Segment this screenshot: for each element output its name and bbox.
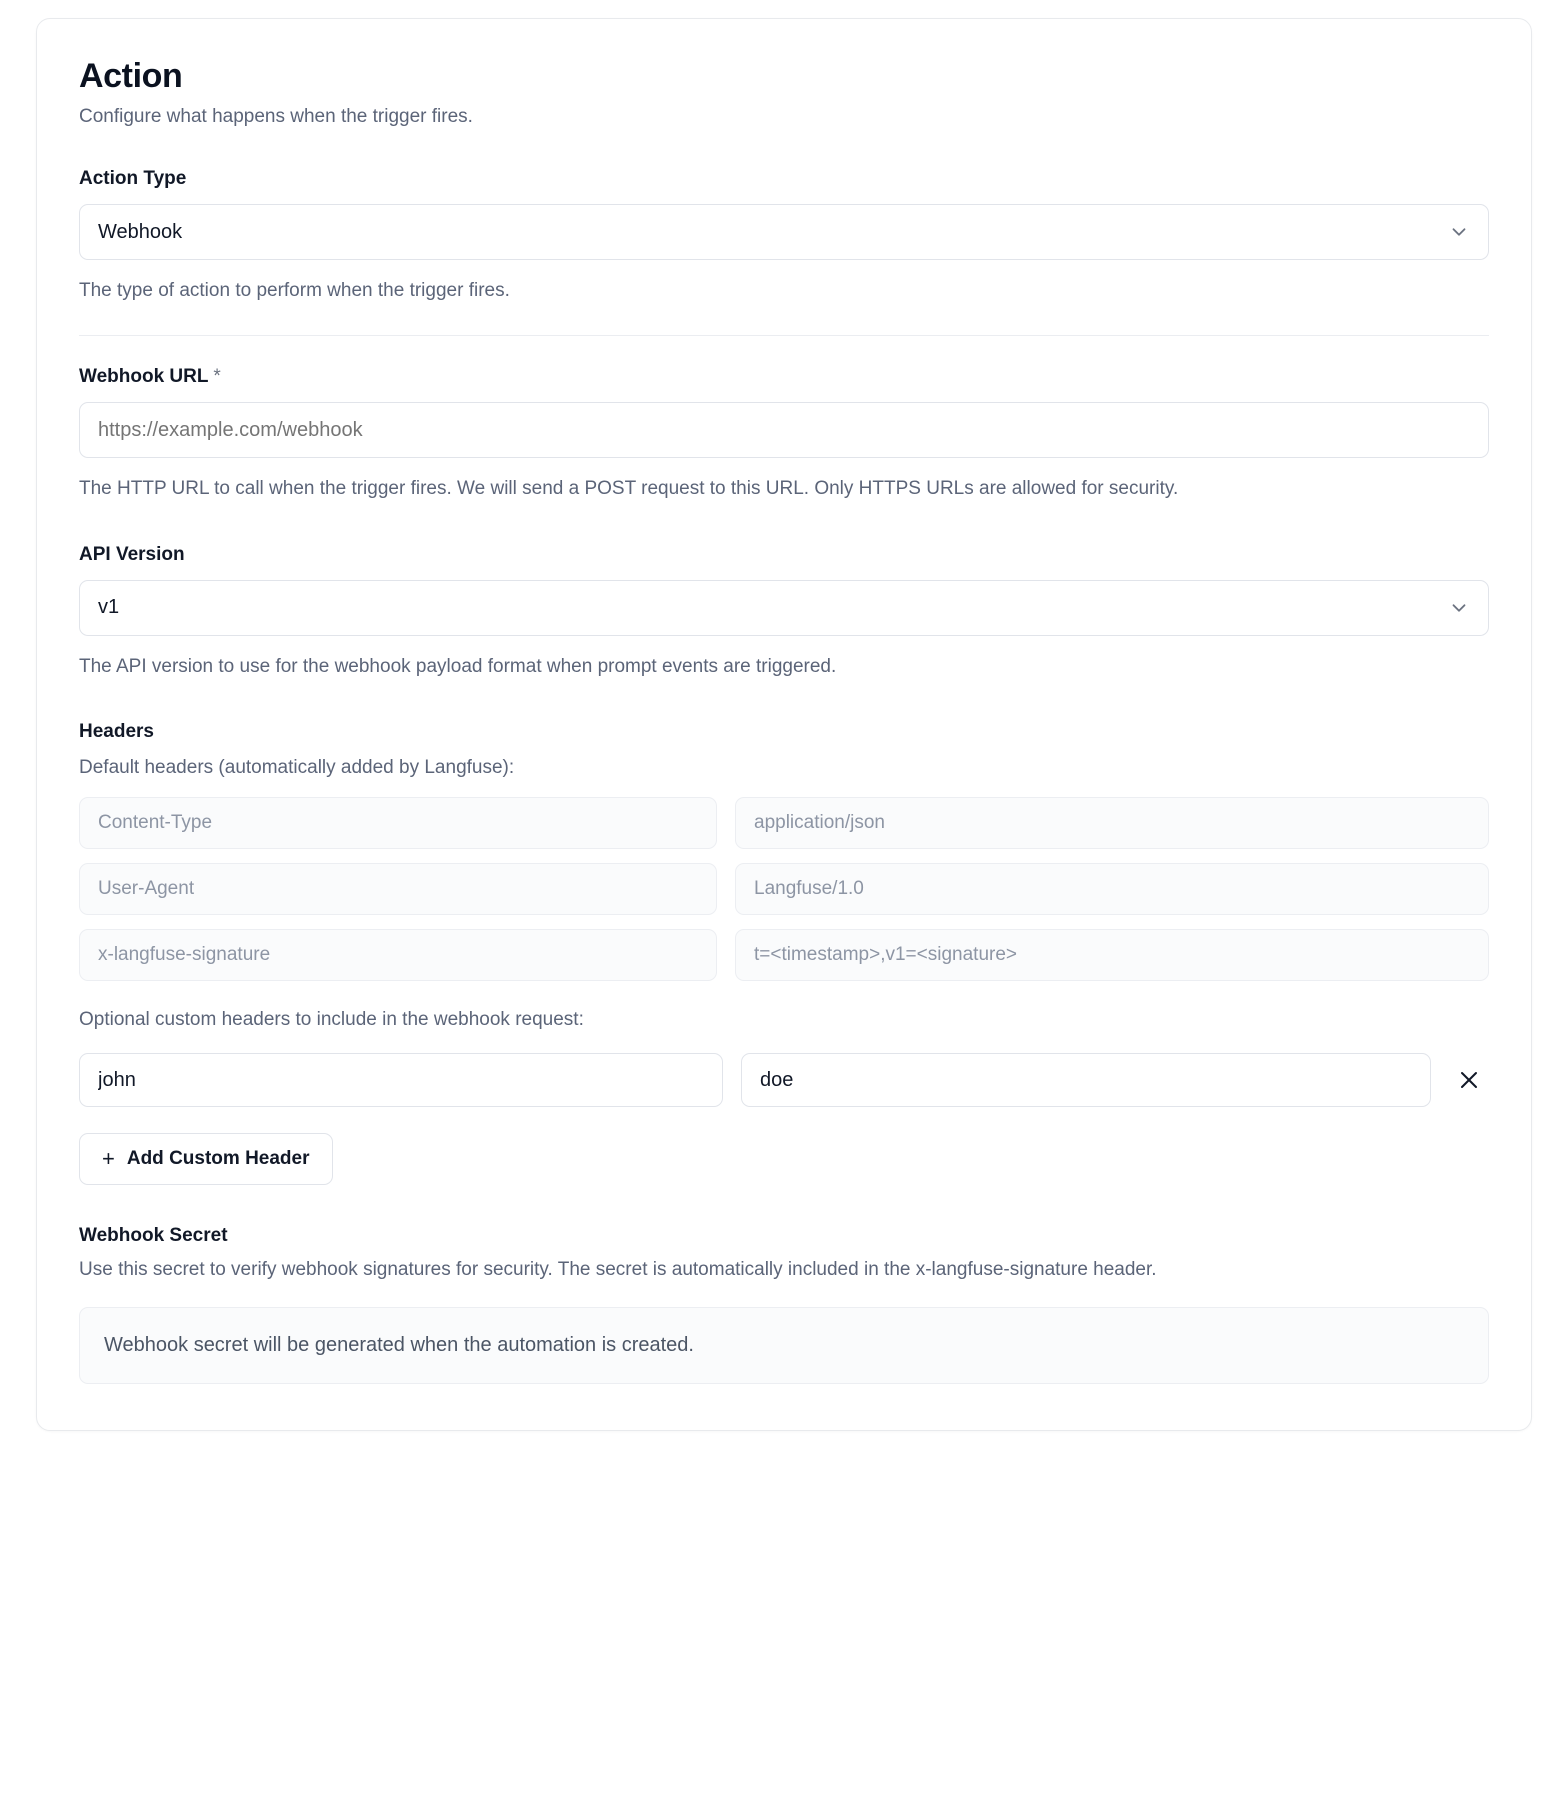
webhook-secret-section (79, 1225, 1489, 1383)
custom-headers-note: Optional custom headers to include in the webhook request: (79, 1009, 584, 1031)
page-title: Action (79, 57, 183, 95)
default-header-row (79, 797, 1489, 849)
api-version-select[interactable] (79, 580, 1489, 636)
custom-header-key-input[interactable] (79, 1053, 723, 1107)
default-headers-note: Default headers (automatically added by Langfuse): (79, 757, 515, 779)
headers-section (79, 721, 1489, 1185)
required-marker: * (213, 366, 221, 388)
default-header-row (79, 863, 1489, 915)
webhook-url-input[interactable] (79, 402, 1489, 458)
api-version-label: API Version (79, 543, 185, 565)
close-icon[interactable] (1449, 1060, 1489, 1100)
default-header-value: application/json (735, 797, 1489, 849)
add-custom-header-button[interactable] (79, 1133, 333, 1185)
custom-header-row (79, 1053, 1489, 1107)
default-header-key: x-langfuse-signature (79, 929, 717, 981)
action-type-label: Action Type (79, 168, 187, 189)
api-version-field (79, 544, 1489, 681)
webhook-url-field (79, 366, 1489, 503)
default-header-value: Langfuse/1.0 (735, 863, 1489, 915)
webhook-url-label-text: Webhook URL (79, 366, 209, 388)
api-version-help: The API version to use for the webhook payload format when prompt events are triggered. (79, 655, 837, 677)
default-header-key: Content-Type (79, 797, 717, 849)
api-version-value: v1 (98, 596, 120, 619)
chevron-down-icon (1448, 597, 1470, 619)
default-header-key: User-Agent (79, 863, 717, 915)
action-type-value: Webhook (98, 220, 183, 243)
webhook-url-label (79, 366, 1489, 388)
section-divider (79, 335, 1489, 336)
action-type-help: The type of action to perform when the trigger fires. (79, 280, 510, 301)
page-subtitle: Configure what happens when the trigger fires. (79, 106, 473, 127)
action-card (36, 18, 1532, 1431)
custom-header-value-input[interactable] (741, 1053, 1431, 1107)
add-custom-header-label: Add Custom Header (126, 1148, 310, 1170)
default-header-value: t=<timestamp>,v1=<signature> (735, 929, 1489, 981)
headers-label: Headers (79, 721, 154, 743)
default-header-row (79, 929, 1489, 981)
webhook-secret-description: Use this secret to verify webhook signatures for security. The secret is automatically included in the x-langfuse-signature header. (79, 1259, 1157, 1281)
webhook-secret-placeholder: Webhook secret will be generated when the automation is created. (79, 1307, 1489, 1384)
action-type-select[interactable] (79, 204, 1489, 260)
webhook-url-help: The HTTP URL to call when the trigger fires. We will send a POST request to this URL. Only HTTPS URLs are allowed for security. (79, 478, 1179, 500)
chevron-down-icon (1448, 221, 1470, 243)
plus-icon: + (102, 1146, 115, 1172)
action-type-field (79, 168, 1489, 305)
webhook-secret-label: Webhook Secret (79, 1225, 228, 1247)
